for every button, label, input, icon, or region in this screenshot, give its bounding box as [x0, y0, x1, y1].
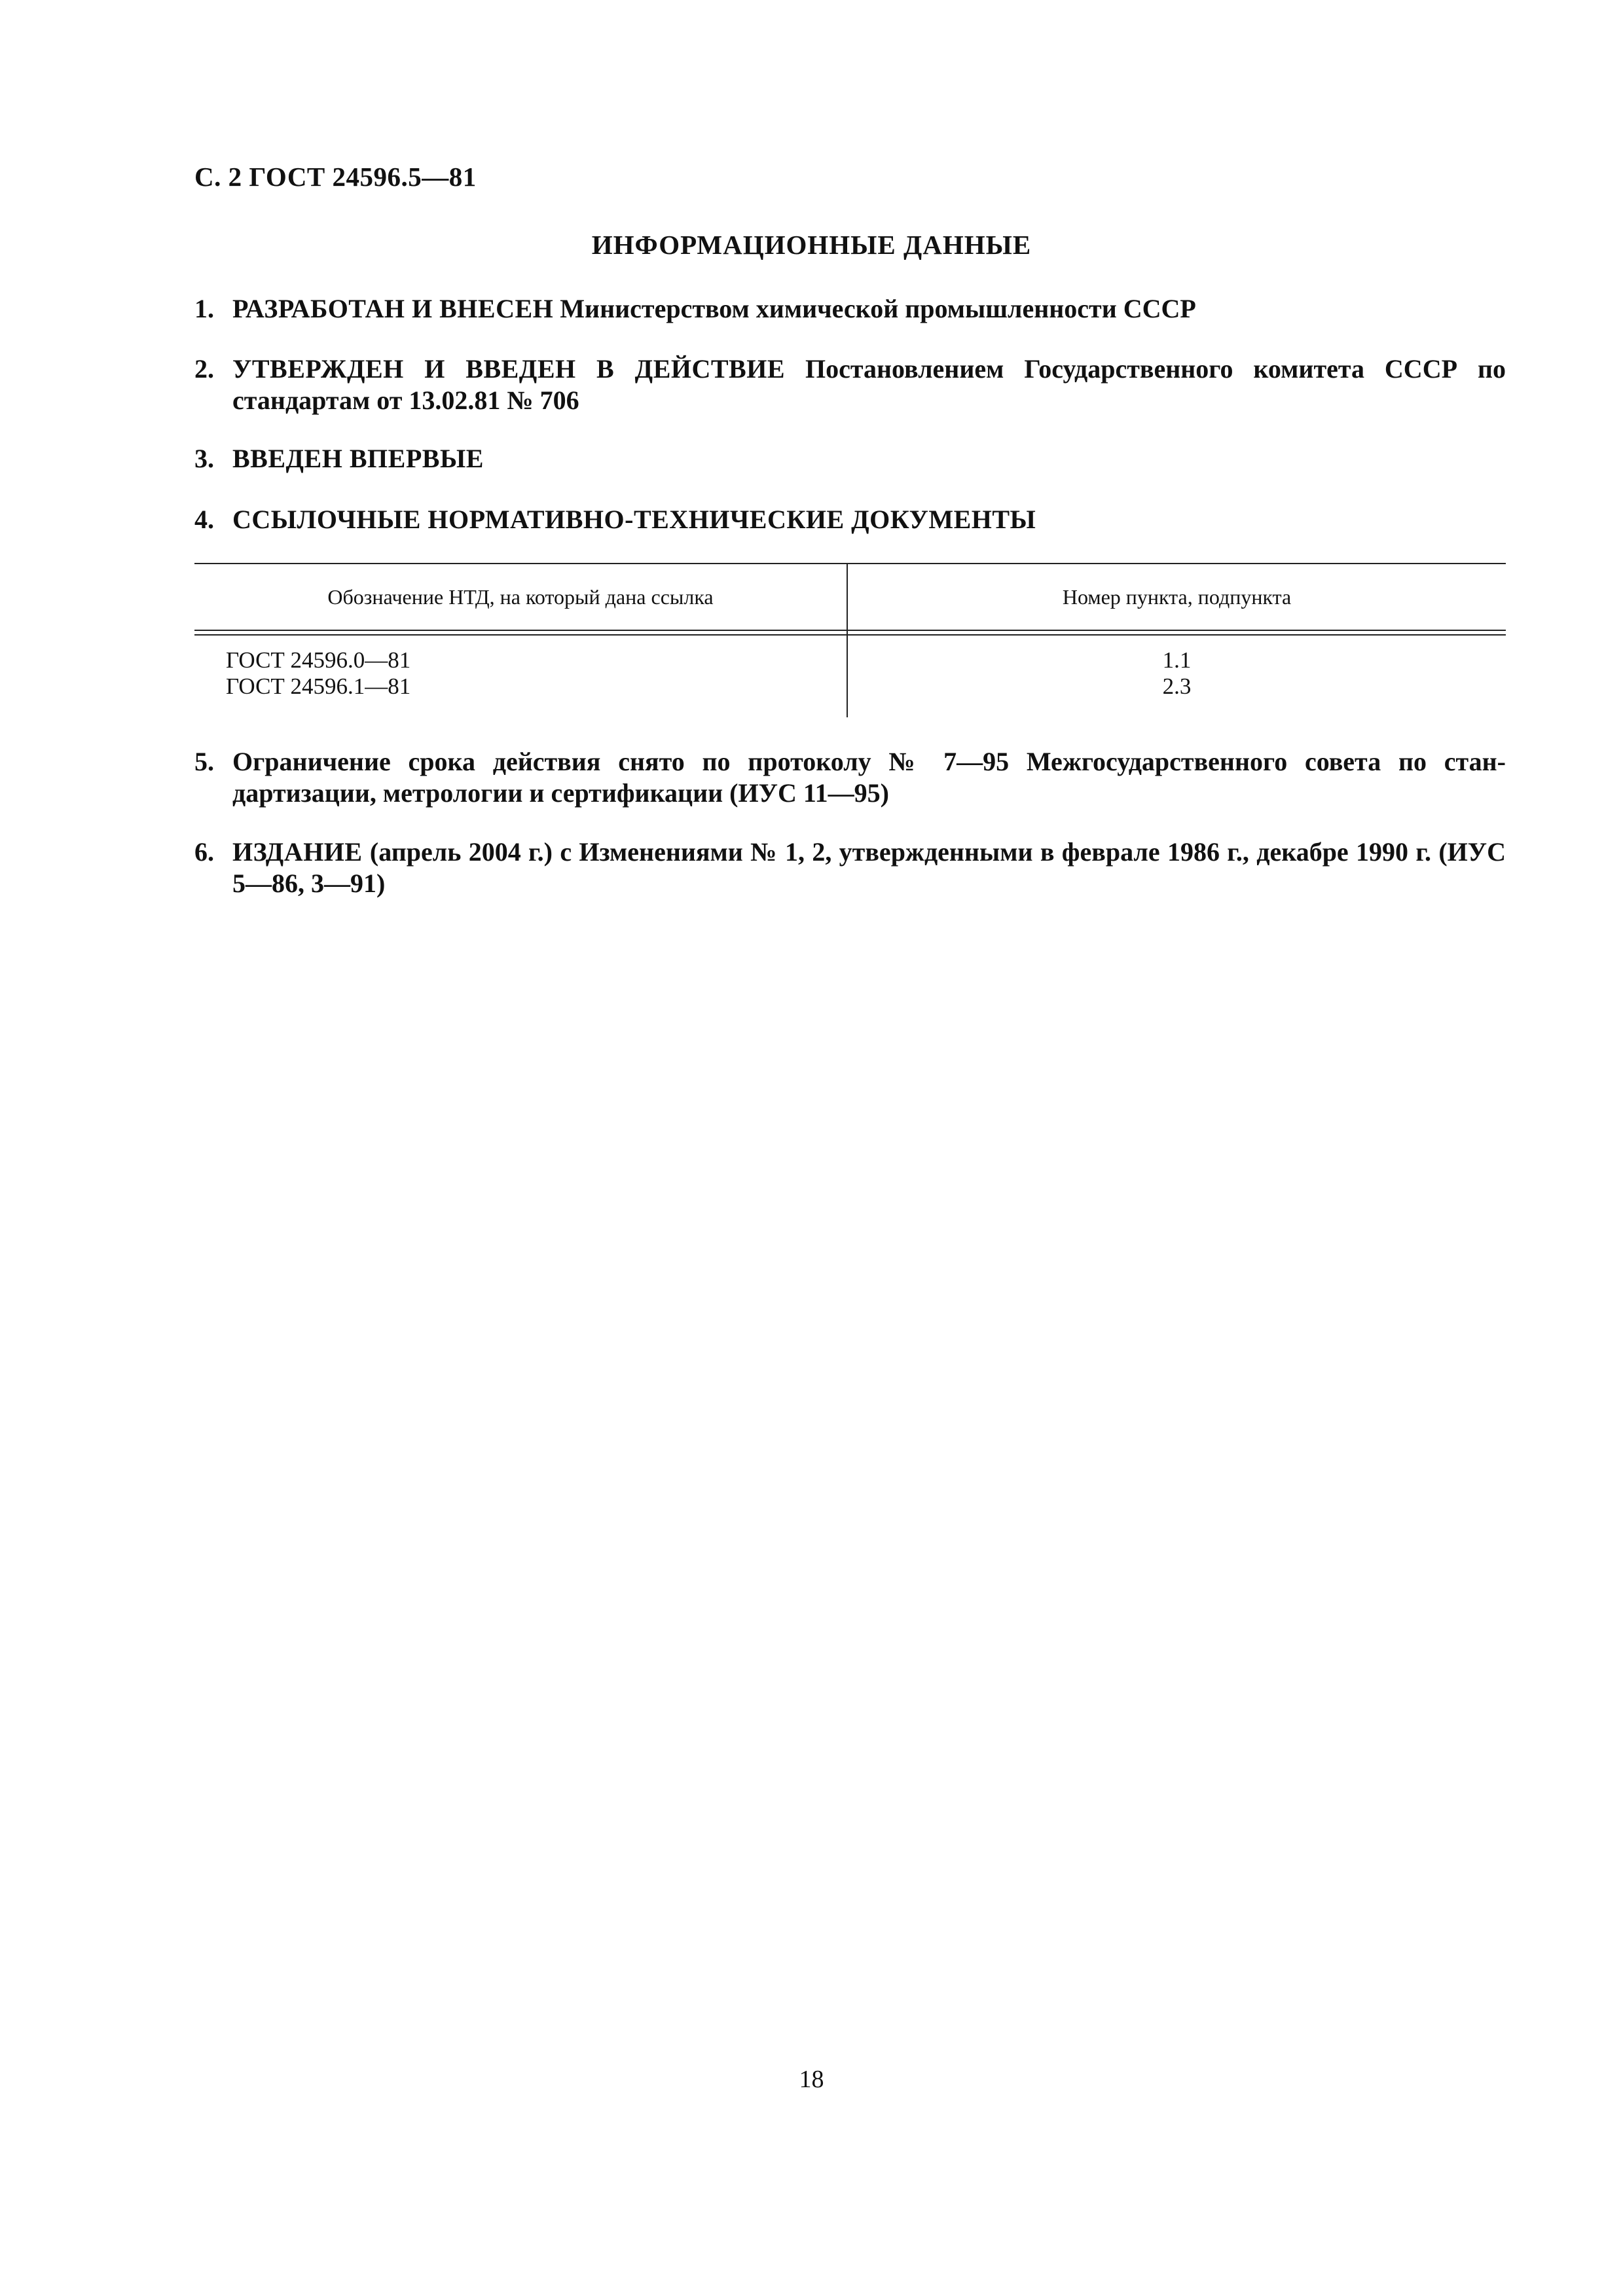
- table-header-clause: Номер пункта, подпункта: [1062, 585, 1292, 609]
- item-body: [232, 836, 1506, 899]
- info-item-edition: [194, 836, 1506, 899]
- item-number: 3.: [194, 444, 214, 473]
- table-header-document: Обозначение НТД, на который дана ссылка: [327, 585, 714, 609]
- item-body: [232, 443, 1506, 475]
- item-number: 5.: [194, 747, 214, 776]
- item-text: (апрель 2004 г.) с Изменениями № 1, 2, утвержденными в феврале 1986 г., декабре 1990 г. (ИУС 5—86, 3—91): [232, 837, 1506, 898]
- table-header-rule: [194, 634, 1506, 636]
- table-cell-clause: 2.3: [1162, 673, 1192, 699]
- item-body: [232, 504, 1506, 535]
- info-item-introduced: [194, 443, 1506, 475]
- table-cell-clause: 1.1: [1162, 647, 1192, 673]
- table-top-rule: [194, 563, 1506, 564]
- item-text: Постановлением Государственного комитета СССР по стандартам от 13.02.81 № 706: [232, 354, 1506, 415]
- item-body: [232, 746, 1506, 809]
- item-lead: ИЗДАНИЕ: [232, 837, 363, 867]
- table-cell-document: ГОСТ 24596.1—81: [226, 673, 411, 699]
- item-body: [232, 293, 1506, 325]
- item-number: 1.: [194, 294, 214, 323]
- item-number: 4.: [194, 505, 214, 534]
- item-body: [232, 353, 1506, 416]
- info-item-validity: [194, 746, 1506, 809]
- item-number: 2.: [194, 354, 214, 384]
- item-lead: ВВЕДЕН ВПЕРВЫЕ: [232, 444, 484, 473]
- page-header: С. 2 ГОСТ 24596.5—81: [194, 162, 477, 192]
- table-header-rule: [194, 630, 1506, 631]
- page-number: 18: [799, 2066, 824, 2093]
- item-lead: ССЫЛОЧНЫЕ НОРМАТИВНО-ТЕХНИЧЕСКИЕ ДОКУМЕНТЫ: [232, 505, 1036, 534]
- info-item-developed: [194, 293, 1506, 325]
- item-text: Ограничение срока действия снято по протоколу № 7—95 Межгосударственного совета по стан-дартизации, метрологии и сертификации (ИУС 11—95): [232, 747, 1506, 808]
- item-lead: РАЗРАБОТАН И ВНЕСЕН: [232, 294, 554, 323]
- reference-documents-table: [194, 563, 1506, 717]
- table-cell-document: ГОСТ 24596.0—81: [226, 647, 411, 673]
- info-item-references: [194, 504, 1506, 535]
- item-number: 6.: [194, 837, 214, 867]
- item-text: Министерством химической промышленности СССР: [553, 294, 1196, 323]
- item-lead: УТВЕРЖДЕН И ВВЕДЕН В ДЕЙСТВИЕ: [232, 354, 786, 384]
- info-item-approved: [194, 353, 1506, 416]
- document-title: ИНФОРМАЦИОННЫЕ ДАННЫЕ: [591, 230, 1032, 260]
